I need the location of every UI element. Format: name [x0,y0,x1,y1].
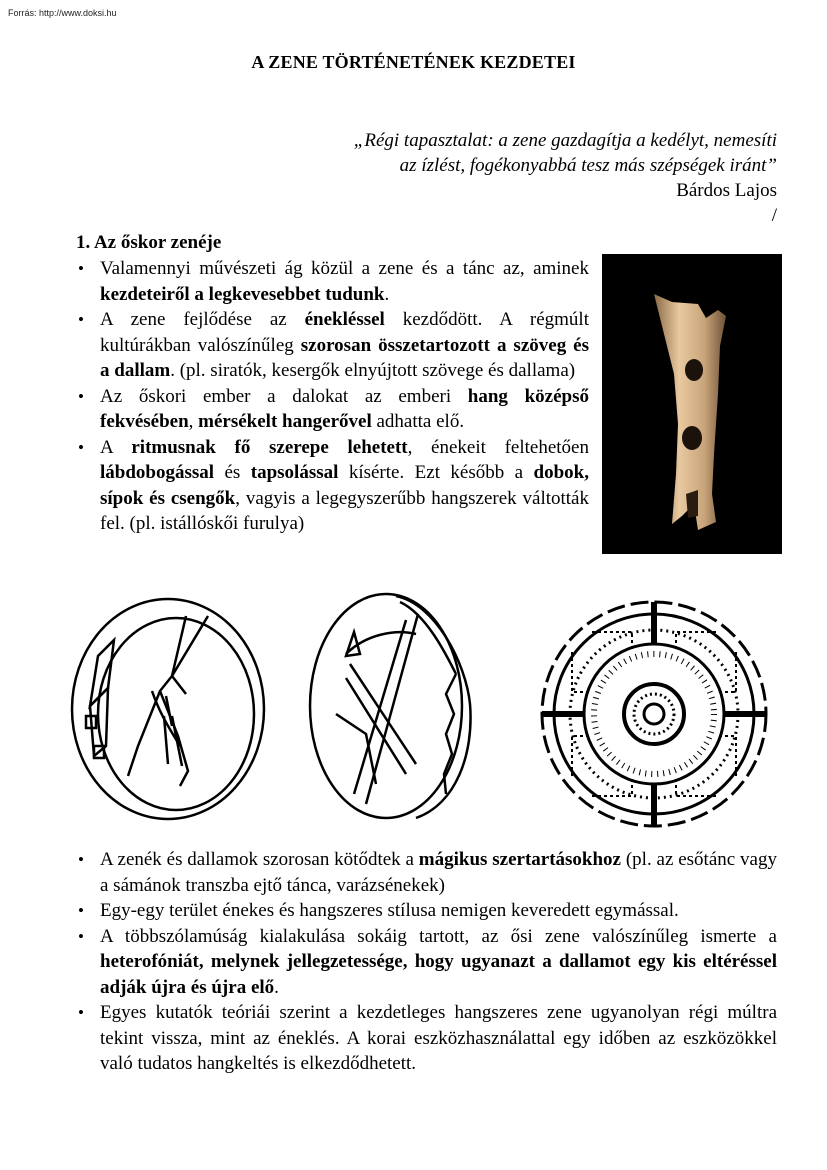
page-title: A ZENE TÖRTÉNETÉNEK KEZDETEI [251,52,576,72]
list-item: • A zene fejlődése az énekléssel kezdődött. A régmúlt kultúrákban valószínűleg szorosan összetartozott a szöveg és a dallam. (pl. siratók, kesergők elnyújtott szövege és dallama) [76,307,589,384]
quote-author: Bárdos Lajos [676,180,777,201]
drum-illustration-1 [68,596,268,826]
drum-illustration-3 [532,592,776,836]
source-label: Forrás: http://www.doksi.hu [8,8,117,18]
list-item: • Az őskori ember a dalokat az emberi hang középső fekvésében, mérsékelt hangerővel adhatta elő. [76,384,589,435]
quote-line-1: „Régi tapasztalat: a zene gazdagítja a kedélyt, nemesíti [353,130,777,151]
bullet-list-2 [76,847,777,1077]
list-item: • A többszólamúság kialakulása sokáig tartott, az ősi zene valószínűleg ismerte a heterofóniát, melynek jellegzetessége, hogy ugyanazt a dallamot egy kis eltéréssel adják újra és újra elő. [76,924,777,1001]
epigraph [177,128,777,228]
list-item: • Valamennyi művészeti ág közül a zene és a tánc az, aminek kezdeteiről a legkevesebbet tudunk. [76,256,589,307]
quote-line-2: az ízlést, fogékonyabbá tesz más szépségek iránt” [399,155,777,176]
list-item: • Egy-egy terület énekes és hangszeres stílusa nemigen keveredett egymással. [76,898,777,924]
drum-illustration-2 [306,584,478,822]
list-item: • Egyes kutatók teóriái szerint a kezdetleges hangszeres zene ugyanolyan régi múltra tekint vissza, mint az éneklés. A korai eszközhasználattal egy időben az eszközökkel való tudatos hangkeltés is elkezdődhetett. [76,1000,777,1077]
list-item: • A zenék és dallamok szorosan kötődtek a mágikus szertartásokhoz (pl. az esőtánc vagy a sámánok transzba ejtő tánca, varázsénekek) [76,847,777,898]
list-item: • A ritmusnak fő szerepe lehetett, énekeit feltehetően lábdobogással és tapsolással kísérte. Ezt később a dobok, sípok és csengők, vagyis a legegyszerűbb hangszerek váltották fel. (pl. istállóskői furulya) [76,435,589,537]
section-heading: 1. Az őskor zenéje [76,232,222,253]
quote-slash: / [771,205,777,226]
bone-flute-image [602,254,782,554]
bullet-list-1 [76,256,589,537]
